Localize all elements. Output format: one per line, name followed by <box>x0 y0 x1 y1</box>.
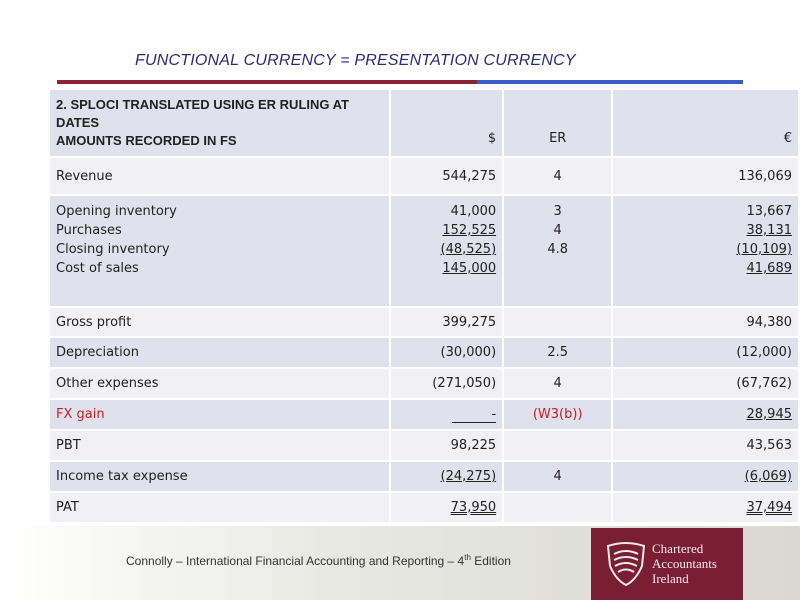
logo-line1: Chartered <box>652 541 704 556</box>
table-row-cost-of-sales-block <box>50 196 800 308</box>
row-label: Income tax expense <box>50 462 391 493</box>
row-dollar: 544,275 <box>391 158 504 196</box>
row-label: Revenue <box>50 158 391 196</box>
header-label-line1: 2. SPLOCI TRANSLATED USING ER RULING AT DATES <box>56 97 349 130</box>
logo-line2: Accountants <box>652 556 717 571</box>
row-er: 4 <box>504 369 613 400</box>
row-er: (W3(b)) <box>504 400 613 431</box>
row-euro: 43,563 <box>613 431 800 462</box>
row-er: 3 <box>553 204 562 219</box>
row-label: Purchases <box>56 223 122 238</box>
row-er: 2.5 <box>504 338 613 369</box>
row-label: FX gain <box>50 400 391 431</box>
logo-line3: Ireland <box>652 571 689 586</box>
row-er <box>504 493 613 524</box>
row-dollar: 399,275 <box>391 308 504 338</box>
header-euro: € <box>613 90 800 158</box>
row-euro: 37,494 <box>613 493 800 524</box>
header-dollar: $ <box>391 90 504 158</box>
row-dollar: (48,525) <box>440 242 497 257</box>
row-euro: (6,069) <box>613 462 800 493</box>
cos-labels <box>50 196 391 308</box>
row-dollar: (30,000) <box>391 338 504 369</box>
table-row-income-tax <box>50 462 800 493</box>
citation-sup: th <box>464 553 471 562</box>
row-euro: (67,762) <box>613 369 800 400</box>
slide-title: FUNCTIONAL CURRENCY = PRESENTATION CURRENCY <box>135 52 576 69</box>
row-er <box>504 308 613 338</box>
row-er: 4 <box>553 223 562 238</box>
row-dollar: (24,275) <box>391 462 504 493</box>
row-euro: 28,945 <box>613 400 800 431</box>
title-underline-blue <box>477 80 743 84</box>
row-label: Gross profit <box>50 308 391 338</box>
row-label: Cost of sales <box>56 261 139 276</box>
row-euro: 13,667 <box>746 204 792 219</box>
row-dollar: 145,000 <box>442 261 497 276</box>
row-er: 4 <box>504 462 613 493</box>
row-label: Opening inventory <box>56 204 177 219</box>
row-label: PAT <box>50 493 391 524</box>
row-euro: 136,069 <box>613 158 800 196</box>
citation-end: Edition <box>470 554 511 568</box>
logo-text <box>652 541 717 586</box>
row-euro: 41,689 <box>746 261 792 276</box>
row-label: Other expenses <box>50 369 391 400</box>
row-euro: (10,109) <box>736 242 792 257</box>
header-label-cell <box>50 90 391 158</box>
cos-euro <box>613 196 800 308</box>
header-er: ER <box>504 90 613 158</box>
row-dollar: 41,000 <box>450 204 497 219</box>
table-row-pat <box>50 493 800 524</box>
table-row-fx-gain <box>50 400 800 431</box>
title-underline-red <box>57 80 477 84</box>
row-dollar: (271,050) <box>391 369 504 400</box>
row-dollar: 73,950 <box>391 493 504 524</box>
row-label: Depreciation <box>50 338 391 369</box>
row-dollar-cell <box>391 400 504 431</box>
row-dollar: - <box>452 407 496 423</box>
row-dollar: 152,525 <box>442 223 497 238</box>
row-euro: 38,131 <box>746 223 792 238</box>
cos-dollar <box>391 196 504 308</box>
citation-text: Connolly – International Financial Accounting and Reporting – 4 <box>126 554 465 568</box>
row-euro: 94,380 <box>613 308 800 338</box>
table-row-depreciation <box>50 338 800 369</box>
crest-icon <box>606 540 646 586</box>
table-row-gross-profit <box>50 308 800 338</box>
row-dollar: 98,225 <box>391 431 504 462</box>
table-header-row <box>50 90 800 158</box>
header-label-line2: AMOUNTS RECORDED IN FS <box>56 133 237 148</box>
row-er <box>504 431 613 462</box>
footer-citation <box>126 553 511 568</box>
translation-table <box>50 90 800 524</box>
table-row-other-expenses <box>50 369 800 400</box>
row-er: 4 <box>504 158 613 196</box>
row-label: PBT <box>50 431 391 462</box>
row-euro: (12,000) <box>613 338 800 369</box>
table-row-revenue <box>50 158 800 196</box>
table-row-pbt <box>50 431 800 462</box>
row-label: Closing inventory <box>56 242 170 257</box>
row-er: 4.8 <box>547 242 569 257</box>
cos-er <box>504 196 613 308</box>
